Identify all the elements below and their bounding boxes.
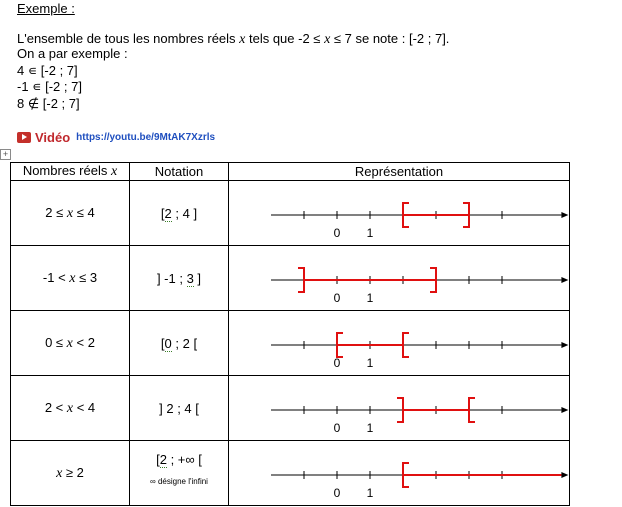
notation-cell: [2 ; 4 ] <box>130 181 229 246</box>
notation-cell: [0 ; 2 [ <box>130 311 229 376</box>
table-header-row <box>11 163 570 181</box>
number-line <box>229 441 569 505</box>
inequality-cell: 2 < x < 4 <box>11 376 130 441</box>
axis-tick-label: 1 <box>366 486 374 500</box>
axis-arrow <box>561 277 568 283</box>
axis-tick-label: 1 <box>366 421 374 435</box>
axis-tick-label: 0 <box>333 486 341 500</box>
inequality-cell: 2 ≤ x ≤ 4 <box>11 181 130 246</box>
representation-cell <box>229 181 570 246</box>
video-row <box>17 129 215 145</box>
axis-arrow <box>561 472 568 478</box>
notation-cell: ] -1 ; 3 ] <box>130 246 229 311</box>
representation-cell <box>229 246 570 311</box>
infinity-note: ∞ désigne l'infini <box>150 477 208 486</box>
intro-var: x <box>239 32 246 47</box>
inequality-cell: x ≥ 2 <box>11 441 130 506</box>
video-link[interactable]: https://youtu.be/9MtAK7Xzrls <box>76 131 216 143</box>
table-move-handle-icon[interactable]: + <box>0 149 11 160</box>
axis-tick-label: 1 <box>366 226 374 240</box>
header-representation: Représentation <box>229 163 570 181</box>
number-line <box>229 376 569 440</box>
table-row <box>11 376 570 441</box>
axis-tick-label: 0 <box>333 226 341 240</box>
number-line <box>229 311 569 375</box>
intro-prefix: L'ensemble de tous les nombres réels <box>17 31 240 46</box>
axis-tick-label: 0 <box>333 421 341 435</box>
intervals-table <box>10 162 570 506</box>
representation-cell <box>229 376 570 441</box>
axis-tick-label: 0 <box>333 356 341 370</box>
example-title: Exemple : <box>17 1 75 16</box>
header-notation: Notation <box>130 163 229 181</box>
axis-arrow <box>561 407 568 413</box>
example-item: -1 ∊ [-2 ; 7] <box>17 79 82 94</box>
par-exemple: On a par exemple : <box>17 46 128 61</box>
axis-tick-label: 1 <box>366 291 374 305</box>
axis-arrow <box>561 212 568 218</box>
intro-suffix: ≤ 7 se note : [-2 ; 7]. <box>330 31 450 46</box>
intro-var-2: x <box>324 32 331 47</box>
example-item: 4 ∊ [-2 ; 7] <box>17 63 78 78</box>
table-row <box>11 311 570 376</box>
table-row <box>11 181 570 246</box>
table-row <box>11 441 570 506</box>
number-line <box>229 246 569 310</box>
notation-cell: [2 ; +∞ [ ∞ désigne l'infini <box>130 441 229 506</box>
number-line <box>229 181 569 245</box>
table-row <box>11 246 570 311</box>
notation-cell: ] 2 ; 4 [ <box>130 376 229 441</box>
intro-middle: tels que -2 ≤ <box>245 31 325 46</box>
inequality-cell: -1 < x ≤ 3 <box>11 246 130 311</box>
axis-tick-label: 1 <box>366 356 374 370</box>
video-label: Vidéo <box>35 129 71 145</box>
intro-sentence <box>17 31 449 47</box>
axis-arrow <box>561 342 568 348</box>
inequality-cell: 0 ≤ x < 2 <box>11 311 130 376</box>
representation-cell <box>229 311 570 376</box>
axis-tick-label: 0 <box>333 291 341 305</box>
example-item: 8 ∉ [-2 ; 7] <box>17 96 80 111</box>
youtube-play-icon[interactable] <box>17 132 31 143</box>
header-nombres-reels: Nombres réels x <box>11 163 130 181</box>
representation-cell <box>229 441 570 506</box>
